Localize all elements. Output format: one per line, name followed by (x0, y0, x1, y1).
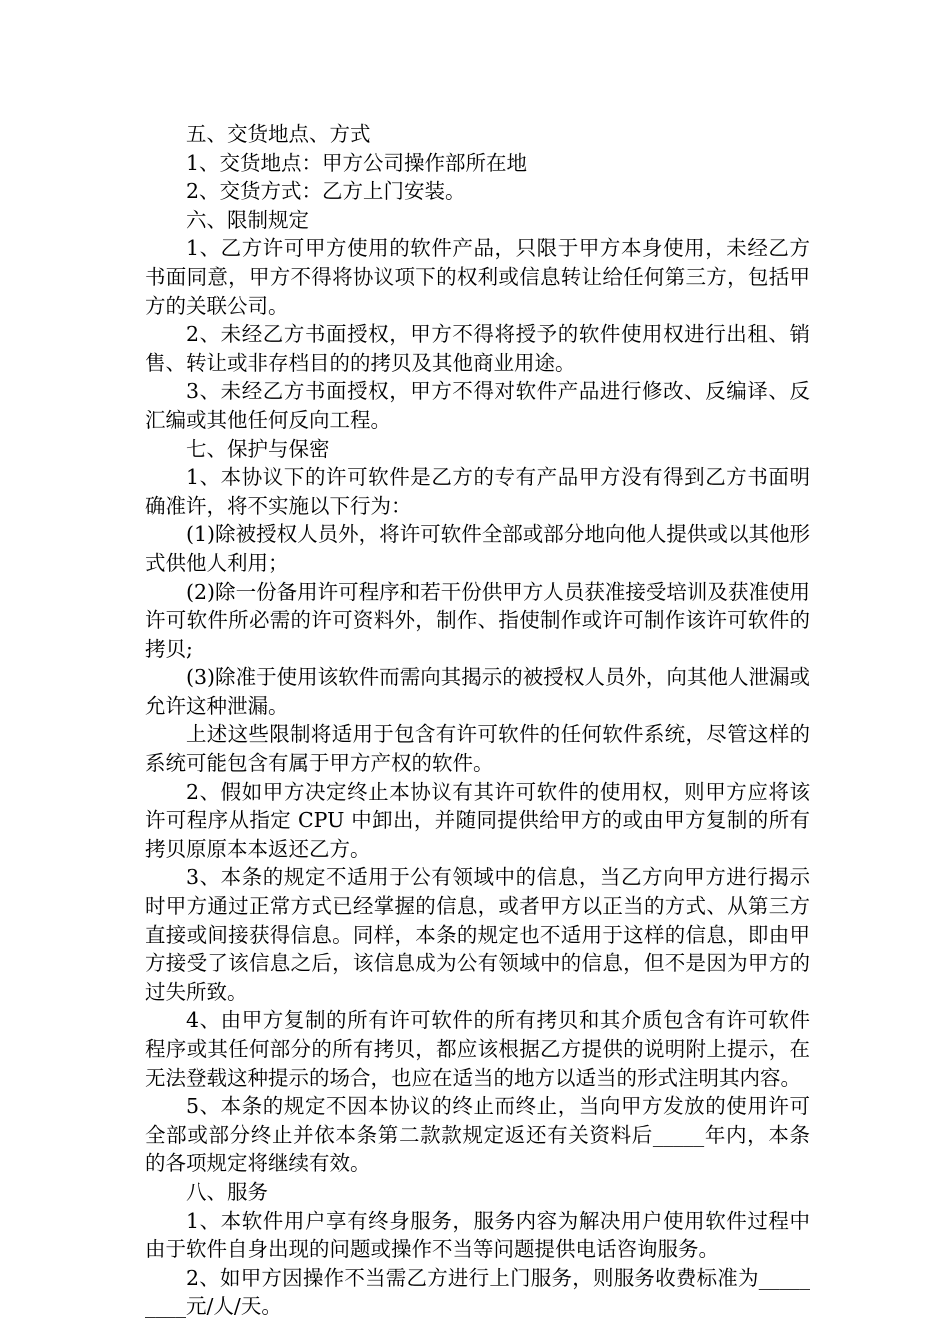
delivery-method: 2、交货方式：乙方上门安装。 (186, 179, 466, 204)
service-clause-2: 2、如甲方因操作不当需乙方进行上门服务，则服务收费标准为_________元/人/天。 (145, 1265, 810, 1319)
confidentiality-clause-1: 1、本协议下的许可软件是乙方的专有产品甲方没有得到乙方书面明确准许，将不实施以下行为： (145, 465, 810, 518)
restriction-clause-3: 3、未经乙方书面授权，甲方不得对软件产品进行修改、反编译、反汇编或其他任何反向工程。 (145, 379, 810, 432)
confidentiality-item-1: (1)除被授权人员外，将许可软件全部或部分地向他人提供或以其他形式供他人利用； (145, 522, 810, 575)
confidentiality-item-3: (3)除准于使用该软件而需向其揭示的被授权人员外，向其他人泄漏或允许这种泄漏。 (145, 665, 810, 718)
service-clause-1: 1、本软件用户享有终身服务，服务内容为解决用户使用软件过程中由于软件自身出现的问题或操作不当等问题提供电话咨询服务。 (145, 1208, 810, 1262)
section-heading-confidentiality: 七、保护与保密 (186, 436, 330, 461)
confidentiality-clause-3: 3、本条的规定不适用于公有领域中的信息，当乙方向甲方进行揭示时甲方通过正常方式已经掌握的信息，或者甲方以正当的方式、从第三方直接或间接获得信息。同样，本条的规定也不适用于这样的信息，即由甲方接受了该信息之后，该信息成为公有领域中的信息，但不是因为甲方的过失所致。 (145, 865, 810, 1004)
restriction-clause-1: 1、乙方许可甲方使用的软件产品，只限于甲方本身使用，未经乙方书面同意，甲方不得将协议项下的权利或信息转让给任何第三方，包括甲方的关联公司。 (145, 236, 810, 318)
section-heading-service: 八、服务 (186, 1179, 268, 1204)
confidentiality-clause-2: 2、假如甲方决定终止本协议有其许可软件的使用权，则甲方应将该许可程序从指定 CPU 中卸出，并随同提供给甲方的或由甲方复制的所有拷贝原原本本返还乙方。 (145, 779, 810, 861)
confidentiality-item-2: (2)除一份备用许可程序和若干份供甲方人员获准接受培训及获准使用许可软件所必需的许可资料外，制作、指使制作或许可制作该许可软件的拷贝; (145, 579, 810, 661)
section-heading-restrictions: 六、限制规定 (186, 207, 309, 232)
confidentiality-clause-4: 4、由甲方复制的所有许可软件的所有拷贝和其介质包含有许可软件程序或其任何部分的所有拷贝，都应该根据乙方提供的说明附上提示，在无法登载这种提示的场合，也应在适当的地方以适当的形式注明其内容。 (145, 1008, 810, 1090)
document-page (145, 120, 810, 1321)
confidentiality-clause-5: 5、本条的规定不因本协议的终止而终止，当向甲方发放的使用许可全部或部分终止并依本条第二款款规定返还有关资料后_____年内，本条的各项规定将继续有效。 (145, 1094, 810, 1176)
delivery-location: 1、交货地点：甲方公司操作部所在地 (186, 150, 528, 175)
restriction-clause-2: 2、未经乙方书面授权，甲方不得将授予的软件使用权进行出租、销售、转让或非存档目的的拷贝及其他商业用途。 (145, 322, 810, 375)
section-heading-delivery: 五、交货地点、方式 (186, 122, 371, 146)
confidentiality-scope: 上述这些限制将适用于包含有许可软件的任何软件系统，尽管这样的系统可能包含有属于甲方产权的软件。 (145, 722, 810, 776)
